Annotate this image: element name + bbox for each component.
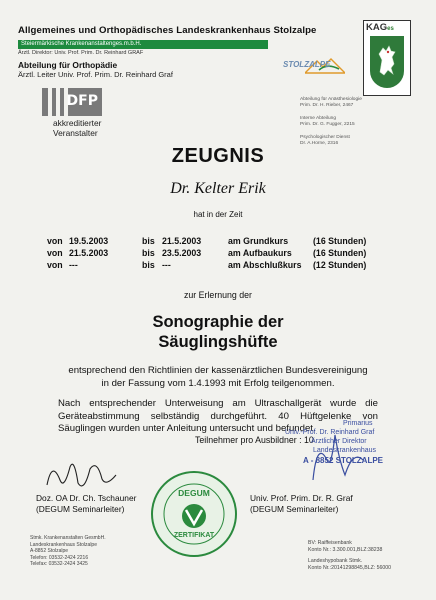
course-from-label: von: [47, 260, 63, 270]
course-from-label: von: [47, 236, 63, 246]
side-info-title: Interne Abteilung: [300, 116, 337, 121]
footer-address-line: Telefon: 03532-2424 2216: [30, 554, 89, 561]
stamp-line-4: Landeskrankenhaus: [313, 447, 377, 454]
side-info-contact: Prim. Dr. G. Fugger, 2215: [300, 122, 355, 127]
footer-address-line: Telefax: 03532-2424 3425: [30, 561, 88, 567]
course-type: am Aufbaukurs: [228, 248, 292, 258]
footer-bank-line: Konto Nr.: 3.300.001,BLZ:38238: [308, 547, 383, 553]
instruction-paragraph: Nach entsprechender Unterweisung am Ultraschallgerät wurde die Geräteabstimmung selbständig durchgeführt. 40 Hüftgelenke von Säuglingen wurden unter Anleitung untersucht und befundet.: [58, 398, 378, 434]
signer-left-name: Doz. OA Dr. Ch. Tschauner: [36, 493, 137, 503]
dfp-accreditation-line2: Veranstalter: [53, 128, 98, 138]
side-info-contact: Prim. Dr. H. Rieber, 2467: [300, 103, 354, 108]
stamp-line-5: A - 8852 STOLZALPE: [303, 456, 384, 465]
panther-crest-icon: [370, 36, 404, 88]
footer-address: [30, 535, 106, 568]
course-to-label: bis: [142, 236, 155, 246]
course-type: am Abschlußkurs: [228, 260, 302, 270]
course-hours: (16 Stunden): [313, 236, 367, 246]
subject-line-1: Sonographie der: [152, 313, 284, 331]
course-to-date: 23.5.2003: [162, 248, 202, 258]
course-type: am Grundkurs: [228, 236, 289, 246]
footer-bank-line: BV: Raiffeisenbank: [308, 540, 352, 546]
course-from-date: 21.5.2003: [69, 248, 109, 258]
department-head: Ärztl. Leiter Univ. Prof. Prim. Dr. Reinhard Graf: [18, 70, 173, 79]
side-info-title: Psychologischer Dienst: [300, 135, 350, 140]
stamp-line-1: Primarius: [343, 420, 373, 427]
signature-left: [36, 493, 136, 515]
dfp-logo: [42, 88, 102, 116]
stamp-line-2: Univ.-Prof. Dr. Reinhard Graf: [285, 429, 375, 436]
course-from-date: 19.5.2003: [69, 236, 109, 246]
seal-bottom-text: ZERTIFIKAT: [173, 532, 215, 539]
footer-bank-line: Landeshypobank Stmk.: [308, 558, 363, 564]
side-info-internal: [300, 116, 355, 128]
hospital-name: Allgemeines und Orthopädisches Landeskrankenhaus Stolzalpe: [18, 25, 317, 36]
guideline-line-2: in der Fassung vom 1.4.1993 mit Erfolg teilgenommen.: [101, 378, 335, 389]
department-name: Abteilung für Orthopädie: [18, 60, 118, 70]
course-hours: (16 Stunden): [313, 248, 367, 258]
signer-right-role: (DEGUM Seminarleiter): [250, 504, 339, 514]
course-from-label: von: [47, 248, 63, 258]
dfp-logo-text: DFP: [66, 93, 98, 109]
degum-seal: [150, 470, 238, 558]
purpose-line: zur Erlernung der: [184, 290, 252, 300]
course-to-label: bis: [142, 248, 155, 258]
signer-left-role: (DEGUM Seminarleiter): [36, 504, 125, 514]
footer-bank-line: Konto Nr.:20141298845,BLZ: 56000: [308, 565, 392, 571]
footer-address-line: A-8852 Stolzalpe: [30, 548, 69, 554]
kages-logo: [363, 20, 411, 96]
period-intro: hat in der Zeit: [193, 210, 243, 219]
recipient-name: Dr. Kelter Erik: [170, 180, 266, 197]
kages-suffix: es: [387, 26, 394, 32]
course-hours: (12 Stunden): [313, 260, 367, 270]
company-bar: Steiermärkische Krankenanstaltenges.m.b.H.: [18, 40, 268, 49]
footer-bank: [308, 540, 391, 572]
side-info-anaesthesia: [300, 97, 362, 109]
director-line: Ärztl. Direktor: Univ. Prof. Prim. Dr. Reinhard GRAF: [18, 50, 144, 56]
footer-address-line: Landeskrankenhaus Stolzalpe: [30, 541, 97, 548]
participants-ratio: Teilnehmer pro Ausbildner : 10: [195, 435, 314, 445]
director-stamp: [285, 420, 405, 480]
seal-top-text: DEGUM: [178, 488, 210, 498]
kages-text: KAG: [366, 22, 388, 33]
degum-seal-icon: [150, 470, 238, 558]
signer-right-name: Univ. Prof. Prim. Dr. R. Graf: [250, 493, 353, 503]
certificate-title: ZEUGNIS: [171, 145, 265, 167]
course-from-date: ---: [69, 260, 78, 270]
course-to-date: 21.5.2003: [162, 236, 202, 246]
subject-line-2: Säuglingshüfte: [158, 333, 278, 351]
stolzalpe-logo-text: STOLZALPE: [283, 60, 331, 69]
footer-address-line: Stmk. Krankenanstalten GesmbH.: [30, 535, 106, 541]
signature-scribble-left: [42, 455, 122, 495]
course-to-label: bis: [142, 260, 155, 270]
guideline-line-1: entsprechend den Richtlinien der kassenärztlichen Bundesvereinigung: [68, 365, 368, 376]
side-info-title: Abteilung für Anästhesiologie: [300, 97, 362, 102]
side-info-contact: Dr. A.Horne, 2316: [300, 141, 339, 146]
stamp-line-3: Ärztlicher Direktor: [311, 438, 367, 445]
dfp-accreditation: [53, 118, 101, 138]
signature-right: [250, 493, 353, 515]
dfp-accreditation-line1: akkreditierter: [53, 118, 102, 128]
course-to-date: ---: [162, 260, 171, 270]
